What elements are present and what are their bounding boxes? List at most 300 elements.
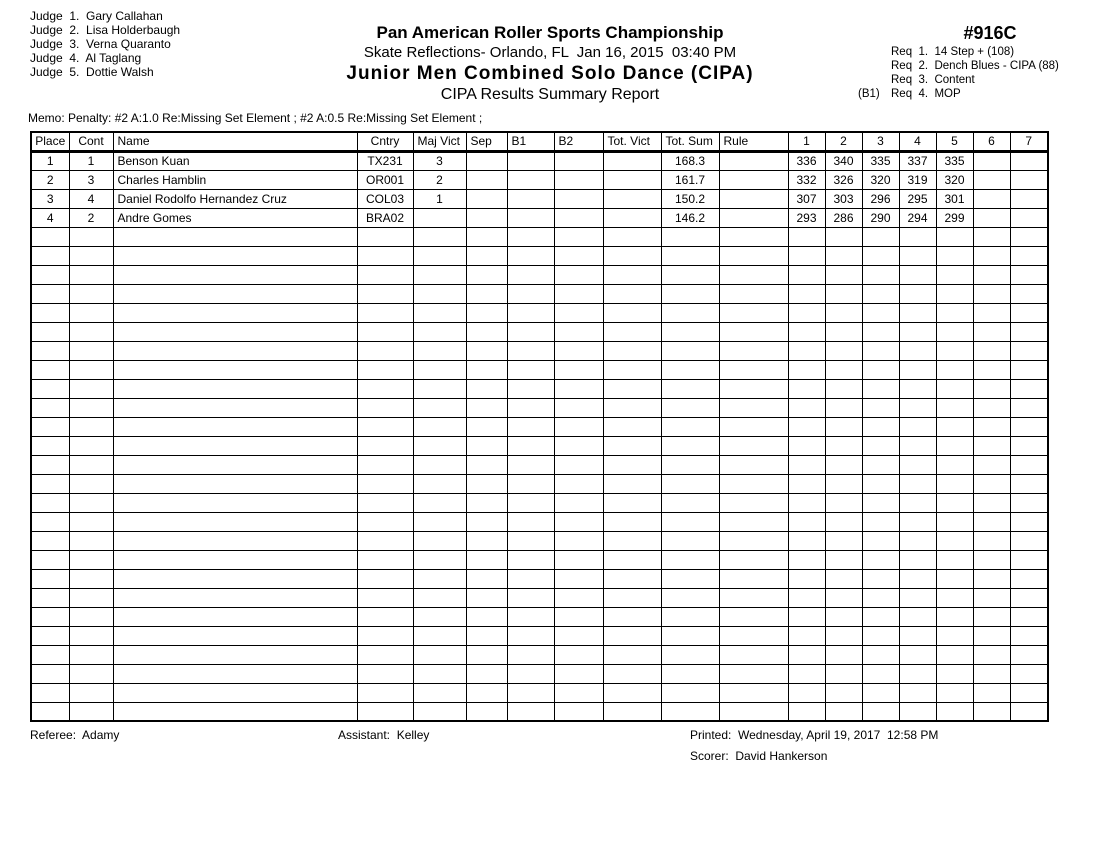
empty-cell xyxy=(825,588,862,607)
empty-cell xyxy=(357,626,413,645)
empty-cell xyxy=(554,379,603,398)
empty-cell xyxy=(507,455,554,474)
empty-cell xyxy=(69,512,113,531)
empty-cell xyxy=(862,626,899,645)
empty-cell xyxy=(69,417,113,436)
empty-row xyxy=(31,512,1048,531)
empty-cell xyxy=(788,645,825,664)
empty-cell xyxy=(507,588,554,607)
empty-cell xyxy=(936,588,973,607)
empty-cell xyxy=(661,702,719,721)
empty-cell xyxy=(788,227,825,246)
empty-cell xyxy=(357,265,413,284)
empty-cell xyxy=(69,322,113,341)
empty-cell xyxy=(862,474,899,493)
printed-label: Printed: Wednesday, April 19, 2017 12:58 PM xyxy=(690,728,939,742)
empty-cell xyxy=(507,227,554,246)
empty-cell xyxy=(661,683,719,702)
empty-cell xyxy=(973,588,1010,607)
empty-cell xyxy=(973,645,1010,664)
result-cell: 1 xyxy=(31,151,69,170)
empty-cell xyxy=(554,455,603,474)
column-header: 4 xyxy=(899,132,936,151)
empty-cell xyxy=(31,455,69,474)
result-cell xyxy=(603,208,661,227)
empty-cell xyxy=(936,246,973,265)
empty-cell xyxy=(69,683,113,702)
result-cell: TX231 xyxy=(357,151,413,170)
result-cell: 319 xyxy=(899,170,936,189)
empty-cell xyxy=(603,569,661,588)
empty-cell xyxy=(554,341,603,360)
empty-cell xyxy=(603,398,661,417)
result-cell: 2 xyxy=(413,170,466,189)
empty-cell xyxy=(413,626,466,645)
empty-cell xyxy=(113,341,357,360)
empty-cell xyxy=(899,284,936,303)
empty-cell xyxy=(719,569,788,588)
empty-cell xyxy=(466,398,507,417)
empty-cell xyxy=(899,664,936,683)
empty-cell xyxy=(862,702,899,721)
results-table-head xyxy=(31,132,1048,151)
empty-cell xyxy=(31,626,69,645)
empty-cell xyxy=(788,398,825,417)
empty-cell xyxy=(69,341,113,360)
empty-cell xyxy=(1010,227,1048,246)
empty-cell xyxy=(1010,569,1048,588)
empty-cell xyxy=(899,626,936,645)
column-header: 1 xyxy=(788,132,825,151)
empty-cell xyxy=(719,284,788,303)
empty-cell xyxy=(466,550,507,569)
empty-cell xyxy=(113,664,357,683)
empty-cell xyxy=(936,607,973,626)
empty-cell xyxy=(31,512,69,531)
empty-cell xyxy=(31,341,69,360)
empty-cell xyxy=(466,265,507,284)
empty-cell xyxy=(69,265,113,284)
empty-cell xyxy=(554,607,603,626)
empty-cell xyxy=(936,512,973,531)
empty-cell xyxy=(973,379,1010,398)
empty-cell xyxy=(31,246,69,265)
empty-cell xyxy=(113,227,357,246)
empty-cell xyxy=(973,360,1010,379)
result-row xyxy=(31,170,1048,189)
empty-cell xyxy=(69,626,113,645)
result-cell: 337 xyxy=(899,151,936,170)
empty-cell xyxy=(899,417,936,436)
empty-cell xyxy=(661,284,719,303)
result-cell xyxy=(719,151,788,170)
empty-cell xyxy=(69,246,113,265)
empty-cell xyxy=(719,398,788,417)
column-header: Cont xyxy=(69,132,113,151)
empty-row xyxy=(31,474,1048,493)
empty-cell xyxy=(973,702,1010,721)
empty-cell xyxy=(69,284,113,303)
empty-cell xyxy=(788,322,825,341)
empty-cell xyxy=(466,512,507,531)
empty-cell xyxy=(936,398,973,417)
empty-cell xyxy=(554,246,603,265)
empty-cell xyxy=(661,550,719,569)
result-cell: 2 xyxy=(69,208,113,227)
result-cell: COL03 xyxy=(357,189,413,208)
empty-cell xyxy=(973,493,1010,512)
judge-line: Judge 2. Lisa Holderbaugh xyxy=(30,23,181,37)
empty-cell xyxy=(825,569,862,588)
empty-cell xyxy=(899,531,936,550)
header-row xyxy=(31,132,1048,151)
empty-cell xyxy=(862,360,899,379)
empty-cell xyxy=(862,607,899,626)
empty-cell xyxy=(936,284,973,303)
empty-cell xyxy=(788,531,825,550)
result-cell xyxy=(1010,208,1048,227)
result-cell: 1 xyxy=(69,151,113,170)
empty-cell xyxy=(825,417,862,436)
empty-cell xyxy=(788,436,825,455)
empty-cell xyxy=(507,531,554,550)
empty-cell xyxy=(862,531,899,550)
empty-cell xyxy=(357,531,413,550)
empty-cell xyxy=(466,569,507,588)
empty-row xyxy=(31,436,1048,455)
empty-cell xyxy=(661,664,719,683)
empty-cell xyxy=(825,474,862,493)
empty-cell xyxy=(31,702,69,721)
empty-cell xyxy=(466,474,507,493)
empty-cell xyxy=(69,550,113,569)
empty-cell xyxy=(603,417,661,436)
judge-line: Judge 1. Gary Callahan xyxy=(30,9,163,23)
result-cell xyxy=(973,208,1010,227)
empty-cell xyxy=(507,702,554,721)
result-cell: 4 xyxy=(31,208,69,227)
empty-cell xyxy=(825,664,862,683)
empty-cell xyxy=(862,417,899,436)
empty-cell xyxy=(862,303,899,322)
empty-cell xyxy=(113,474,357,493)
result-cell xyxy=(507,170,554,189)
empty-row xyxy=(31,683,1048,702)
empty-cell xyxy=(413,645,466,664)
column-header: 3 xyxy=(862,132,899,151)
empty-cell xyxy=(603,455,661,474)
referee-label: Referee: Adamy xyxy=(30,728,120,742)
empty-cell xyxy=(357,512,413,531)
empty-cell xyxy=(507,607,554,626)
empty-cell xyxy=(661,588,719,607)
empty-cell xyxy=(899,474,936,493)
empty-cell xyxy=(825,531,862,550)
empty-cell xyxy=(936,455,973,474)
empty-cell xyxy=(899,303,936,322)
result-cell: 146.2 xyxy=(661,208,719,227)
empty-row xyxy=(31,550,1048,569)
empty-cell xyxy=(31,417,69,436)
empty-cell xyxy=(357,474,413,493)
empty-cell xyxy=(825,645,862,664)
empty-cell xyxy=(899,398,936,417)
empty-cell xyxy=(603,322,661,341)
result-cell xyxy=(1010,189,1048,208)
column-header: Maj Vict xyxy=(413,132,466,151)
empty-cell xyxy=(899,265,936,284)
empty-cell xyxy=(825,493,862,512)
empty-cell xyxy=(899,569,936,588)
empty-cell xyxy=(661,417,719,436)
empty-cell xyxy=(113,607,357,626)
empty-cell xyxy=(507,493,554,512)
result-row xyxy=(31,208,1048,227)
empty-cell xyxy=(554,531,603,550)
result-cell: 4 xyxy=(69,189,113,208)
result-cell: BRA02 xyxy=(357,208,413,227)
empty-cell xyxy=(936,664,973,683)
empty-cell xyxy=(719,607,788,626)
empty-cell xyxy=(507,398,554,417)
result-cell: 3 xyxy=(69,170,113,189)
empty-cell xyxy=(507,322,554,341)
empty-cell xyxy=(603,379,661,398)
result-cell: 299 xyxy=(936,208,973,227)
empty-cell xyxy=(603,645,661,664)
empty-cell xyxy=(603,588,661,607)
empty-cell xyxy=(413,474,466,493)
empty-cell xyxy=(973,607,1010,626)
empty-cell xyxy=(31,645,69,664)
empty-cell xyxy=(973,569,1010,588)
empty-cell xyxy=(973,322,1010,341)
empty-cell xyxy=(1010,379,1048,398)
empty-cell xyxy=(973,683,1010,702)
empty-cell xyxy=(554,417,603,436)
empty-cell xyxy=(719,227,788,246)
empty-cell xyxy=(661,379,719,398)
empty-cell xyxy=(113,417,357,436)
empty-cell xyxy=(113,303,357,322)
empty-cell xyxy=(603,341,661,360)
empty-row xyxy=(31,398,1048,417)
result-cell: Daniel Rodolfo Hernandez Cruz xyxy=(113,189,357,208)
result-cell xyxy=(973,170,1010,189)
empty-cell xyxy=(661,474,719,493)
empty-cell xyxy=(862,664,899,683)
empty-cell xyxy=(554,512,603,531)
empty-cell xyxy=(899,550,936,569)
result-cell: 290 xyxy=(862,208,899,227)
empty-cell xyxy=(661,303,719,322)
empty-cell xyxy=(554,588,603,607)
empty-cell xyxy=(661,360,719,379)
empty-cell xyxy=(899,360,936,379)
requirements-list xyxy=(858,45,1059,101)
empty-cell xyxy=(788,265,825,284)
empty-cell xyxy=(357,493,413,512)
empty-cell xyxy=(719,474,788,493)
empty-cell xyxy=(936,417,973,436)
empty-cell xyxy=(862,341,899,360)
empty-cell xyxy=(507,664,554,683)
empty-cell xyxy=(357,455,413,474)
empty-cell xyxy=(719,360,788,379)
empty-cell xyxy=(936,303,973,322)
empty-cell xyxy=(788,474,825,493)
empty-row xyxy=(31,379,1048,398)
empty-cell xyxy=(825,550,862,569)
empty-cell xyxy=(862,512,899,531)
empty-cell xyxy=(413,322,466,341)
empty-cell xyxy=(899,246,936,265)
column-header: Tot. Vict xyxy=(603,132,661,151)
empty-cell xyxy=(973,227,1010,246)
empty-cell xyxy=(719,303,788,322)
empty-cell xyxy=(357,360,413,379)
result-cell: 307 xyxy=(788,189,825,208)
empty-cell xyxy=(936,645,973,664)
result-cell xyxy=(466,170,507,189)
memo-penalty-line: Memo: Penalty: #2 A:1.0 Re:Missing Set Element ; #2 A:0.5 Re:Missing Set Element ; xyxy=(28,111,483,125)
empty-cell xyxy=(466,379,507,398)
result-cell: 336 xyxy=(788,151,825,170)
column-header: Place xyxy=(31,132,69,151)
empty-cell xyxy=(719,683,788,702)
empty-cell xyxy=(357,322,413,341)
empty-cell xyxy=(936,683,973,702)
empty-cell xyxy=(1010,550,1048,569)
empty-cell xyxy=(554,626,603,645)
result-cell: 295 xyxy=(899,189,936,208)
empty-cell xyxy=(507,569,554,588)
empty-cell xyxy=(973,474,1010,493)
empty-cell xyxy=(719,341,788,360)
empty-cell xyxy=(899,227,936,246)
empty-cell xyxy=(31,322,69,341)
empty-cell xyxy=(719,550,788,569)
result-row xyxy=(31,151,1048,170)
empty-cell xyxy=(936,360,973,379)
empty-cell xyxy=(69,455,113,474)
result-cell xyxy=(1010,151,1048,170)
empty-cell xyxy=(661,626,719,645)
empty-cell xyxy=(113,550,357,569)
empty-cell xyxy=(31,284,69,303)
column-header: B2 xyxy=(554,132,603,151)
empty-cell xyxy=(862,322,899,341)
empty-cell xyxy=(862,265,899,284)
empty-cell xyxy=(973,284,1010,303)
empty-cell xyxy=(69,379,113,398)
event-title: Junior Men Combined Solo Dance (CIPA) xyxy=(346,63,754,84)
empty-cell xyxy=(31,550,69,569)
empty-cell xyxy=(603,474,661,493)
empty-cell xyxy=(113,265,357,284)
empty-cell xyxy=(31,664,69,683)
empty-cell xyxy=(466,455,507,474)
empty-cell xyxy=(1010,531,1048,550)
empty-cell xyxy=(719,436,788,455)
empty-cell xyxy=(466,436,507,455)
empty-cell xyxy=(936,493,973,512)
empty-cell xyxy=(507,284,554,303)
empty-row xyxy=(31,246,1048,265)
empty-cell xyxy=(899,455,936,474)
empty-cell xyxy=(466,284,507,303)
result-cell: 320 xyxy=(862,170,899,189)
result-cell xyxy=(413,208,466,227)
empty-cell xyxy=(1010,626,1048,645)
result-cell: 335 xyxy=(936,151,973,170)
empty-row xyxy=(31,626,1048,645)
empty-cell xyxy=(69,227,113,246)
empty-cell xyxy=(554,322,603,341)
empty-cell xyxy=(466,493,507,512)
empty-cell xyxy=(466,417,507,436)
empty-cell xyxy=(413,398,466,417)
empty-cell xyxy=(554,550,603,569)
empty-cell xyxy=(466,607,507,626)
empty-cell xyxy=(825,246,862,265)
empty-cell xyxy=(719,512,788,531)
empty-cell xyxy=(507,474,554,493)
empty-cell xyxy=(936,569,973,588)
empty-cell xyxy=(788,455,825,474)
empty-row xyxy=(31,588,1048,607)
empty-cell xyxy=(507,436,554,455)
empty-cell xyxy=(507,683,554,702)
empty-cell xyxy=(31,227,69,246)
empty-cell xyxy=(788,360,825,379)
empty-cell xyxy=(899,512,936,531)
empty-cell xyxy=(413,683,466,702)
empty-cell xyxy=(825,702,862,721)
empty-cell xyxy=(788,512,825,531)
result-cell: 320 xyxy=(936,170,973,189)
empty-cell xyxy=(507,246,554,265)
empty-cell xyxy=(113,379,357,398)
empty-cell xyxy=(31,531,69,550)
empty-cell xyxy=(936,341,973,360)
empty-cell xyxy=(899,341,936,360)
empty-row xyxy=(31,303,1048,322)
empty-row xyxy=(31,322,1048,341)
empty-cell xyxy=(862,284,899,303)
empty-cell xyxy=(973,550,1010,569)
empty-cell xyxy=(31,436,69,455)
empty-cell xyxy=(899,379,936,398)
empty-row xyxy=(31,227,1048,246)
empty-cell xyxy=(862,550,899,569)
empty-cell xyxy=(31,683,69,702)
empty-cell xyxy=(603,360,661,379)
result-cell: 340 xyxy=(825,151,862,170)
empty-row xyxy=(31,531,1048,550)
empty-cell xyxy=(603,265,661,284)
result-row xyxy=(31,189,1048,208)
empty-cell xyxy=(357,284,413,303)
result-cell: Benson Kuan xyxy=(113,151,357,170)
empty-cell xyxy=(936,322,973,341)
empty-cell xyxy=(507,303,554,322)
empty-cell xyxy=(719,493,788,512)
empty-cell xyxy=(554,360,603,379)
empty-cell xyxy=(1010,664,1048,683)
empty-cell xyxy=(719,265,788,284)
empty-cell xyxy=(603,607,661,626)
